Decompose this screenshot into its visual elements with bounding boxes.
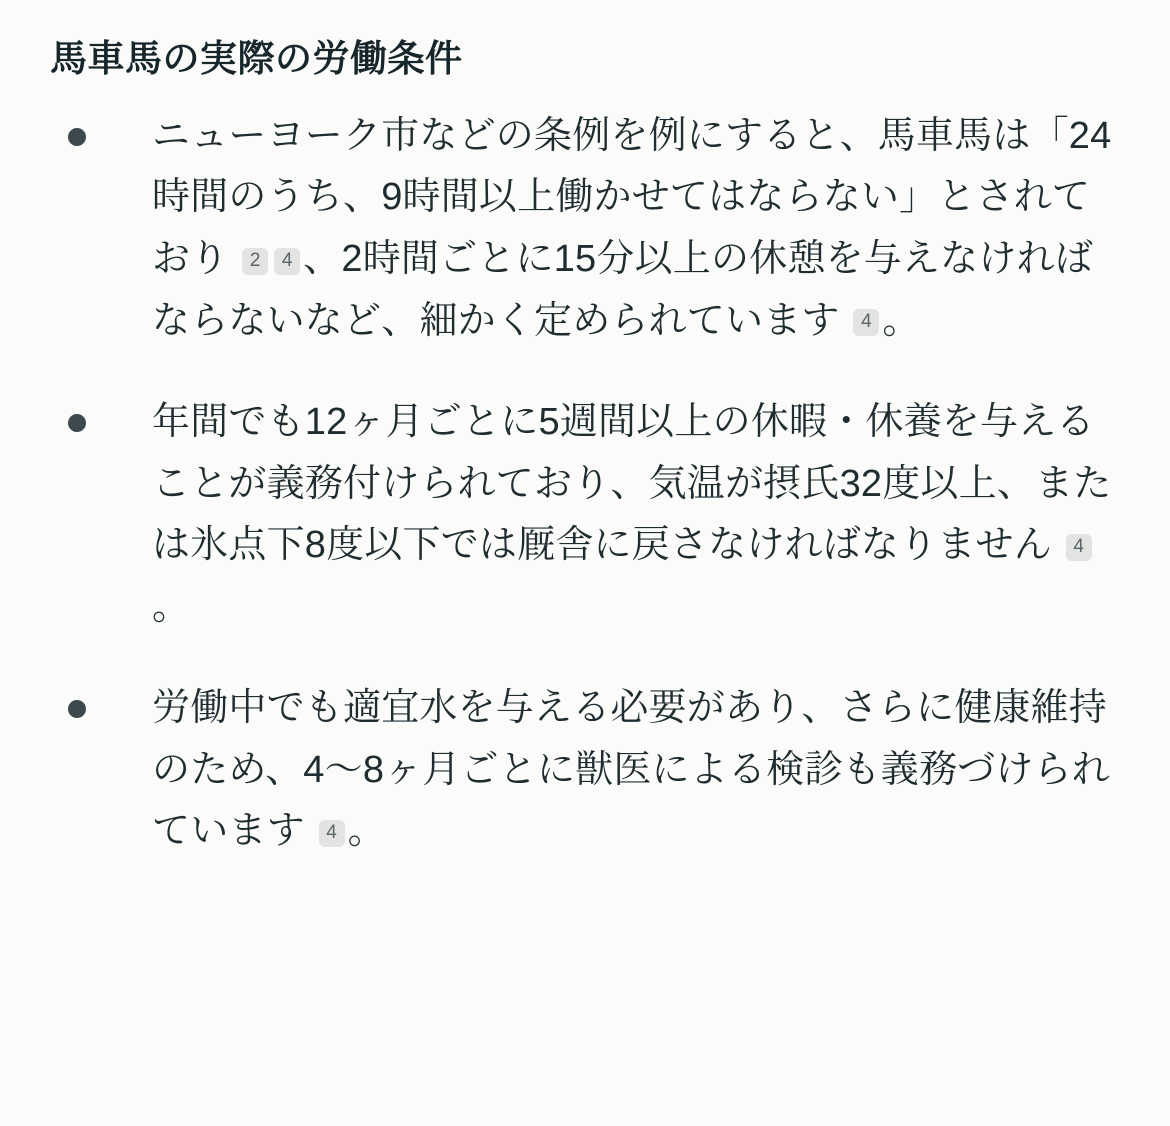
list-item-text: 労働中でも適宜水を与える必要があり、さらに健康維持のため、4〜8ヶ月ごとに獣医による検診も義務づけられています 4 。 (152, 687, 1110, 853)
page-title: 馬車馬の実際の労働条件 (50, 38, 463, 79)
citation-chip[interactable]: 2 (242, 248, 268, 275)
citation-chip[interactable]: 4 (319, 820, 345, 847)
list-item (46, 678, 1112, 863)
bullet-dot-icon (68, 700, 86, 718)
list-item (46, 106, 1112, 352)
citation-chip[interactable]: 4 (1066, 534, 1092, 561)
bullet-list (46, 106, 1112, 863)
list-item-text: ニューヨーク市などの条例を例にすると、馬車馬は「24時間のうち、9時間以上働かせてはならない」とされており 2 4 、2時間ごとに15分以上の休憩を与えなければならないなど、細かく定められています 4 。 (152, 114, 1112, 342)
citation-chip[interactable]: 4 (853, 309, 879, 336)
bullet-dot-icon (68, 128, 86, 146)
list-item-text: 年間でも12ヶ月ごとに5週間以上の休暇・休養を与えることが義務付けられており、気温が摂氏32度以上、または氷点下8度以下では厩舎に戻さなければなりません 4。 (152, 401, 1112, 628)
list-item (46, 392, 1112, 638)
citation-chip[interactable]: 4 (274, 248, 300, 275)
bullet-dot-icon (68, 414, 86, 432)
